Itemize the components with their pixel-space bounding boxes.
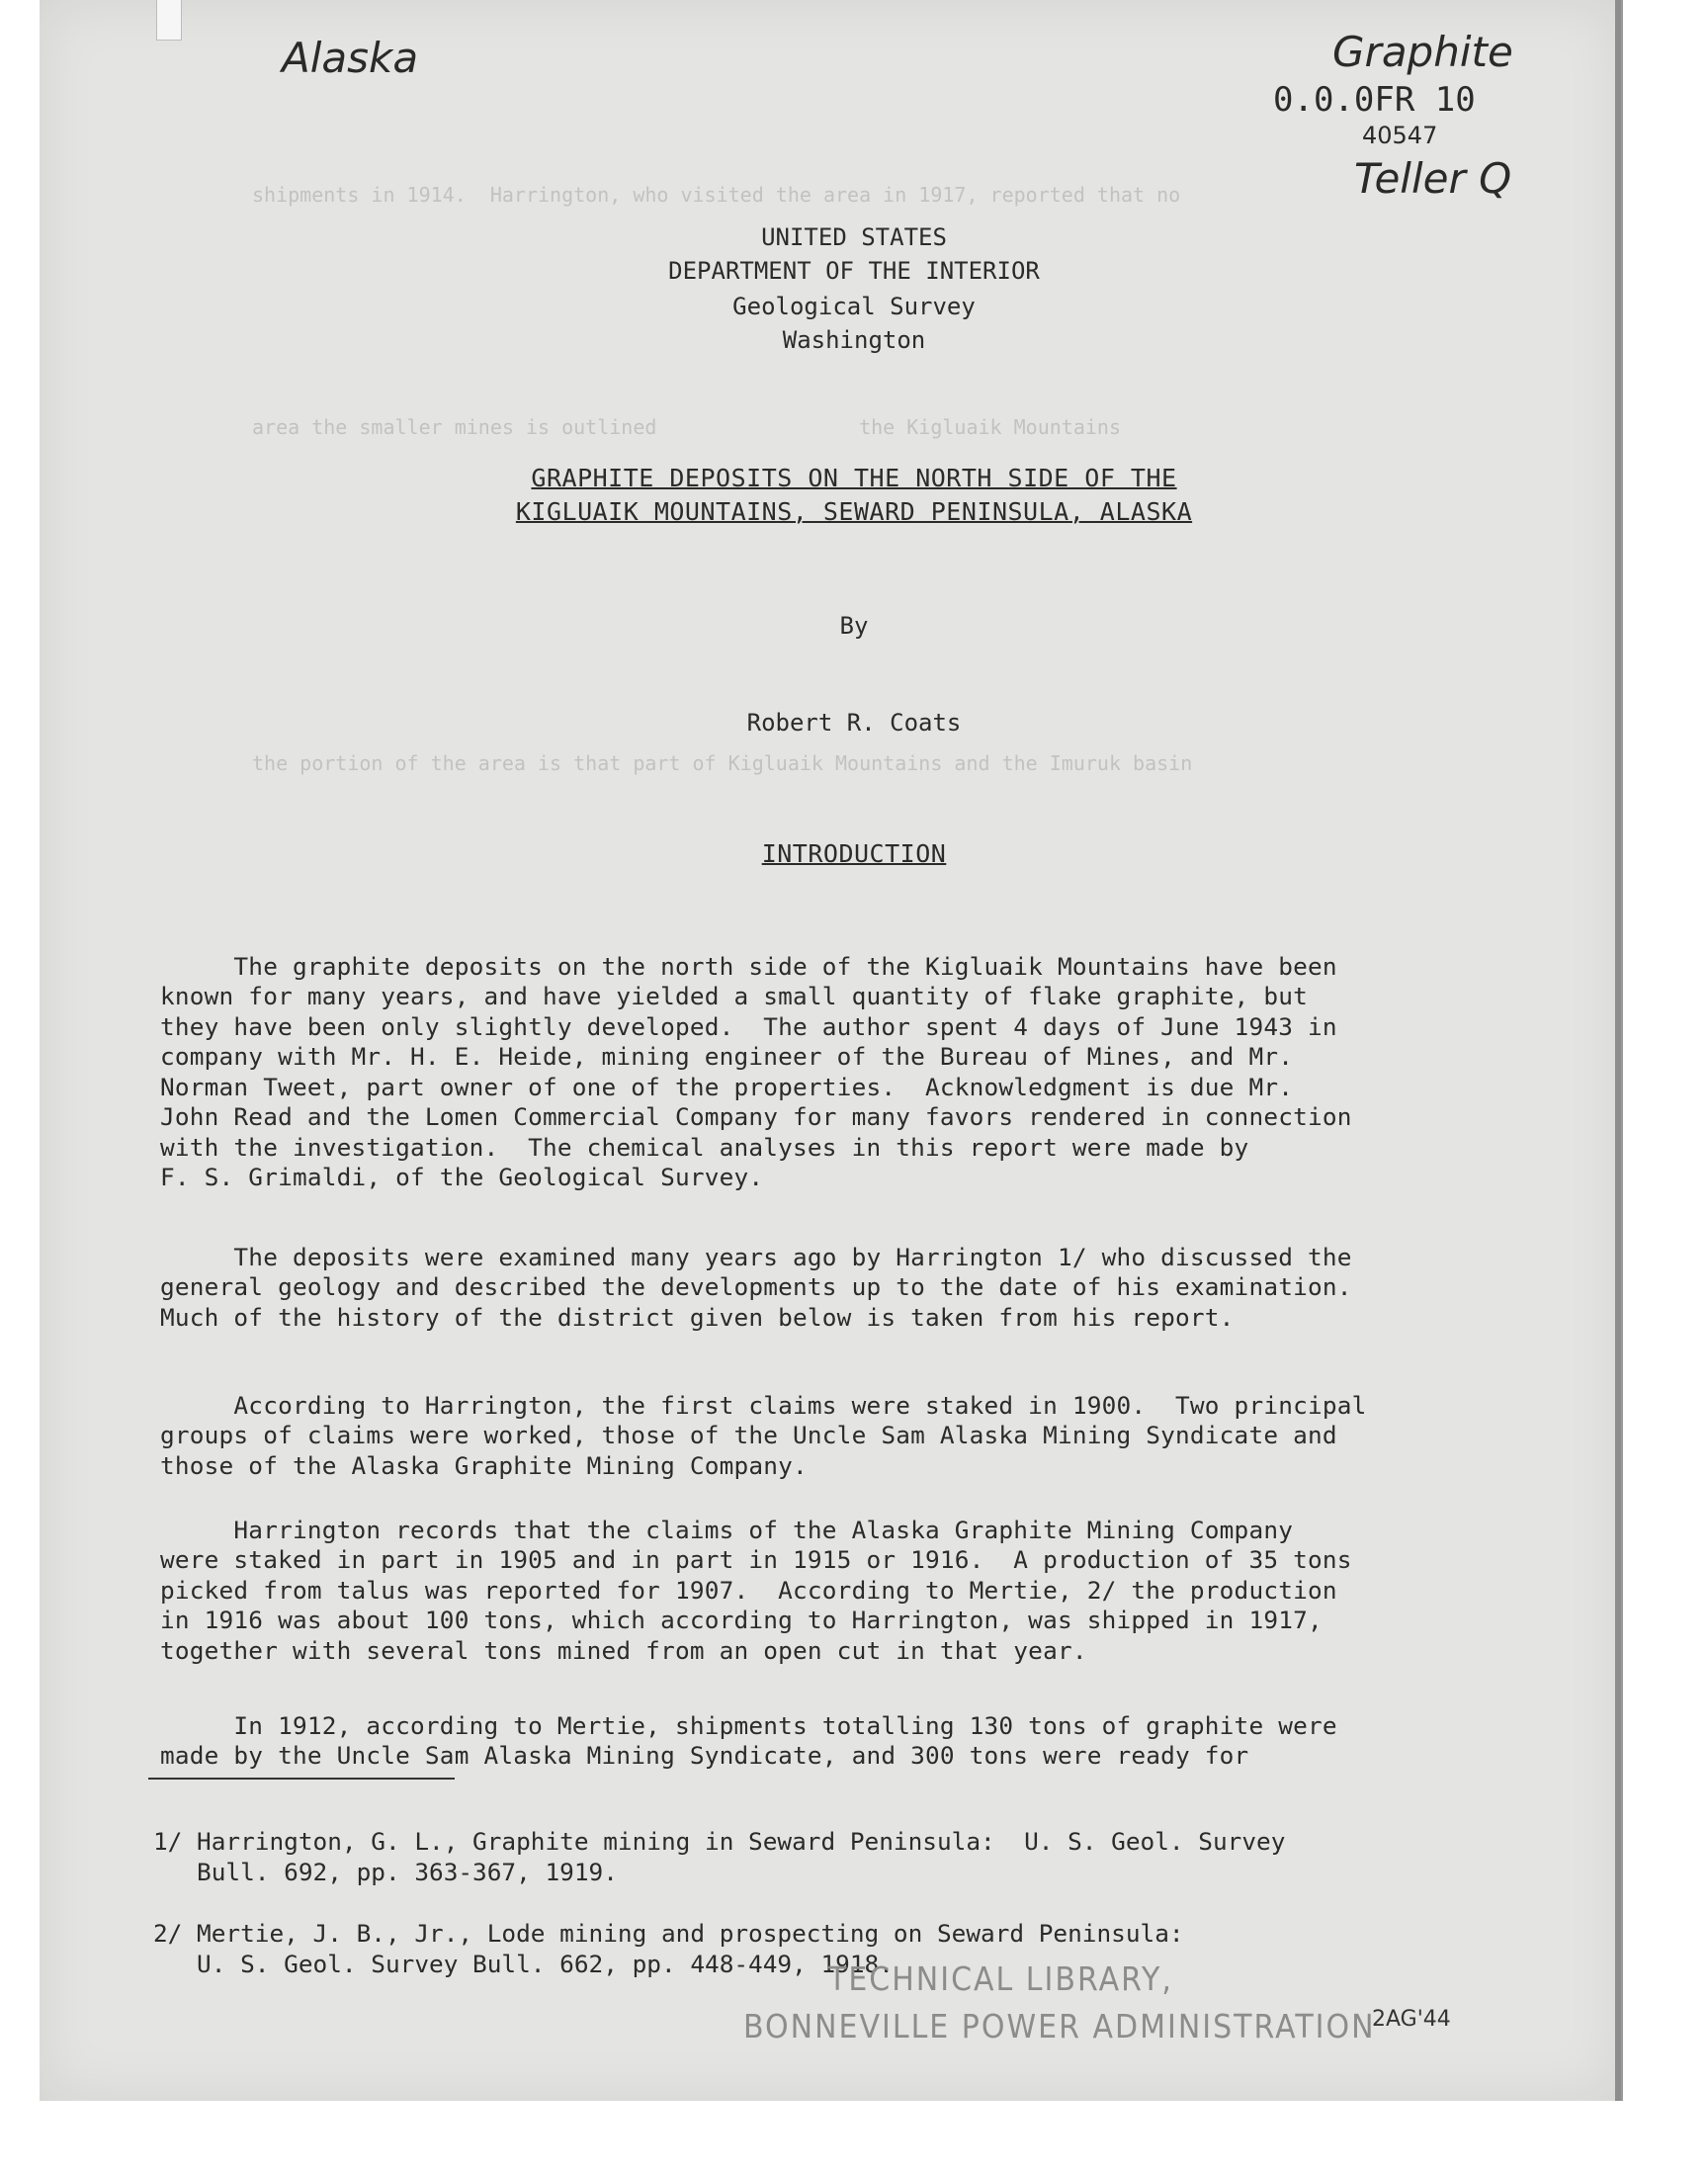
footnote-2-line2: U. S. Geol. Survey Bull. 662, pp. 448-449, 1918. [153, 1950, 894, 1978]
paragraph-line: company with Mr. H. E. Heide, mining engineer of the Bureau of Mines, and Mr. [160, 1042, 1294, 1071]
header-country: UNITED STATES [761, 223, 947, 251]
footnote-1-line2: Bull. 692, pp. 363-367, 1919. [153, 1858, 618, 1886]
handwritten-commodity: Graphite [1332, 28, 1513, 76]
header-city: Washington [782, 326, 926, 354]
handwritten-quadrangle: Teller Q [1354, 154, 1512, 203]
library-stamp-line1: TECHNICAL LIBRARY, [828, 1960, 1173, 1999]
section-heading: INTRODUCTION [761, 839, 947, 868]
paragraph-line: Much of the history of the district given below is taken from his report. [160, 1302, 1235, 1332]
paragraph-line: those of the Alaska Graphite Mining Company. [160, 1450, 808, 1480]
header-department: DEPARTMENT OF THE INTERIOR [668, 257, 1040, 285]
footnote-2-line1: 2/ Mertie, J. B., Jr., Lode mining and prospecting on Seward Peninsula: [153, 1919, 1184, 1948]
paragraph-4 [160, 1485, 1514, 1696]
paragraph-1 [160, 921, 1514, 1223]
library-stamp-line2: BONNEVILLE POWER ADMINISTRATION [743, 2008, 1376, 2046]
paragraph-line: together with several tons mined from an open cut in that year. [160, 1635, 1087, 1665]
paragraph-line: they have been only slightly developed. The author spent 4 days of June 1943 in [160, 1011, 1337, 1041]
bleed-through-text: area the smaller mines is outlined the Kigluaik Mountains [252, 415, 1121, 439]
bleed-through-text: shipments in 1914. Harrington, who visited the area in 1917, reported that no [252, 183, 1181, 207]
paragraph-5 [160, 1681, 1514, 1801]
byline-author: Robert R. Coats [746, 709, 962, 737]
paragraph-line: John Read and the Lomen Commercial Company for many favors rendered in connection [160, 1102, 1352, 1131]
paragraph-line: known for many years, and have yielded a small quantity of flake graphite, but [160, 982, 1308, 1010]
report-title-line1: GRAPHITE DEPOSITS ON THE NORTH SIDE OF THE [531, 464, 1177, 492]
handwritten-file-number: 0.0.0FR 10 [1273, 80, 1476, 120]
paragraph-line: F. S. Grimaldi, of the Geological Survey. [160, 1163, 764, 1191]
bleed-through-text: the portion of the area is that part of Kigluaik Mountains and the Imuruk basin [252, 751, 1193, 775]
paragraph-line: groups of claims were worked, those of the Uncle Sam Alaska Mining Syndicate and [160, 1421, 1337, 1449]
footnote-divider [148, 1778, 455, 1780]
paragraph-line: picked from talus was reported for 1907. According to Mertie, 2/ the production [160, 1575, 1337, 1605]
paragraph-line: Norman Tweet, part owner of one of the properties. Acknowledgment is due Mr. [160, 1072, 1294, 1101]
paragraph-line: Harrington records that the claims of the Alaska Graphite Mining Company [160, 1515, 1294, 1544]
paragraph-line: made by the Uncle Sam Alaska Mining Syndicate, and 300 tons were ready for [160, 1741, 1249, 1770]
handwritten-state: Alaska [282, 34, 419, 82]
handwritten-id: 40547 [1362, 122, 1438, 149]
stamp-date: 2AG'44 [1372, 2007, 1451, 2032]
footnote-1-line1: 1/ Harrington, G. L., Graphite mining in Seward Peninsula: U. S. Geol. Survey [153, 1827, 1286, 1856]
byline-by: By [839, 612, 869, 640]
paragraph-line: The deposits were examined many years ago by Harrington 1/ who discussed the [160, 1242, 1352, 1271]
paragraph-line: According to Harrington, the first claims were staked in 1900. Two principal [160, 1390, 1367, 1420]
paragraph-line: in 1916 was about 100 tons, which according to Harrington, was shipped in 1917, [160, 1606, 1323, 1634]
paragraph-line: with the investigation. The chemical analyses in this report were made by [160, 1132, 1249, 1162]
binder-clip [156, 0, 182, 41]
paragraph-line: In 1912, according to Mertie, shipments totalling 130 tons of graphite were [160, 1710, 1337, 1740]
paragraph-2 [160, 1212, 1514, 1363]
report-title-line2: KIGLUAIK MOUNTAINS, SEWARD PENINSULA, ALASKA [515, 497, 1193, 526]
paragraph-line: general geology and described the developments up to the date of his examination. [160, 1272, 1352, 1301]
header-agency: Geological Survey [732, 293, 976, 320]
paragraph-line: The graphite deposits on the north side of the Kigluaik Mountains have been [160, 951, 1337, 981]
paragraph-line: were staked in part in 1905 and in part in 1915 or 1916. A production of 35 tons [160, 1545, 1352, 1574]
